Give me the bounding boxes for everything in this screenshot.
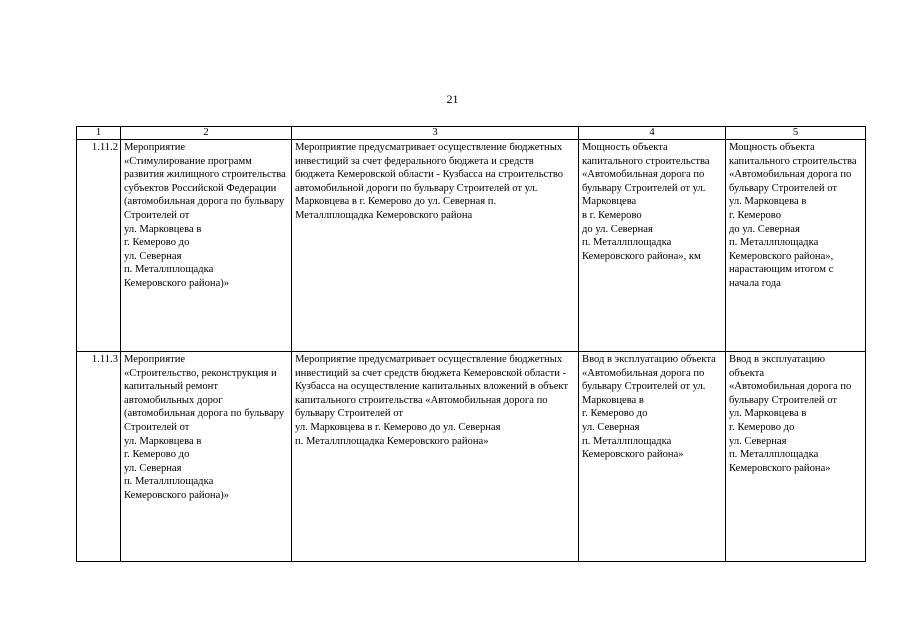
measure-name-cell: Мероприятие «Строительство, реконструкция и капитальный ремонт автомобильных дорог (автомобильная дорога по бульвару Строителей от ул. Марковцева в г. Кемерово до ул. Северная п. Металлплощадка Кемеровского района)» bbox=[121, 352, 292, 562]
column-number-2: 2 bbox=[121, 127, 292, 140]
table-row bbox=[77, 140, 866, 352]
measures-table bbox=[76, 126, 866, 562]
row-number-cell: 1.11.2 bbox=[77, 140, 121, 352]
measure-description-cell: Мероприятие предусматривает осуществление бюджетных инвестиций за счет средств бюджета Кемеровской области - Кузбасса на осуществление капитальных вложений в объект капитального строительства «Автомобильная дорога по бульвару Строителей от ул. Марковцева в г. Кемерово до ул. Северная п. Металлплощадка Кемеровского района» bbox=[292, 352, 579, 562]
page-number: 21 bbox=[446, 92, 459, 106]
measure-description-cell: Мероприятие предусматривает осуществление бюджетных инвестиций за счет федерального бюджета и средств бюджета Кемеровской области - Кузбасса на строительство автомобильной дороги по бульвару Строителей от ул. Марковцева в г. Кемерово до ул. Северная п. Металлплощадка Кемеровского района bbox=[292, 140, 579, 352]
column-number-1: 1 bbox=[77, 127, 121, 140]
row-number-cell: 1.11.3 bbox=[77, 352, 121, 562]
indicator-cell: Ввод в эксплуатацию объекта «Автомобильная дорога по бульвару Строителей от ул. Марковцева в г. Кемерово до ул. Северная п. Металлплощадка Кемеровского района» bbox=[579, 352, 726, 562]
column-number-5: 5 bbox=[726, 127, 866, 140]
indicator-cell: Мощность объекта капитального строительства «Автомобильная дорога по бульвару Строителей от ул. Марковцева в г. Кемерово до ул. Северная п. Металлплощадка Кемеровского района», км bbox=[579, 140, 726, 352]
result-cell: Ввод в эксплуатацию объекта «Автомобильная дорога по бульвару Строителей от ул. Марковцева в г. Кемерово до ул. Северная п. Металлплощадка Кемеровского района» bbox=[726, 352, 866, 562]
column-number-4: 4 bbox=[579, 127, 726, 140]
table-row bbox=[77, 352, 866, 562]
column-number-3: 3 bbox=[292, 127, 579, 140]
result-cell: Мощность объекта капитального строительства «Автомобильная дорога по бульвару Строителей от ул. Марковцева в г. Кемерово до ул. Северная п. Металлплощадка Кемеровского района», нарастающим итогом с начала года bbox=[726, 140, 866, 352]
table-header-row bbox=[77, 127, 866, 140]
measure-name-cell: Мероприятие «Стимулирование программ развития жилищного строительства субъектов Российской Федерации (автомобильная дорога по бульвару Строителей от ул. Марковцева в г. Кемерово до ул. Северная п. Металлплощадка Кемеровского района)» bbox=[121, 140, 292, 352]
